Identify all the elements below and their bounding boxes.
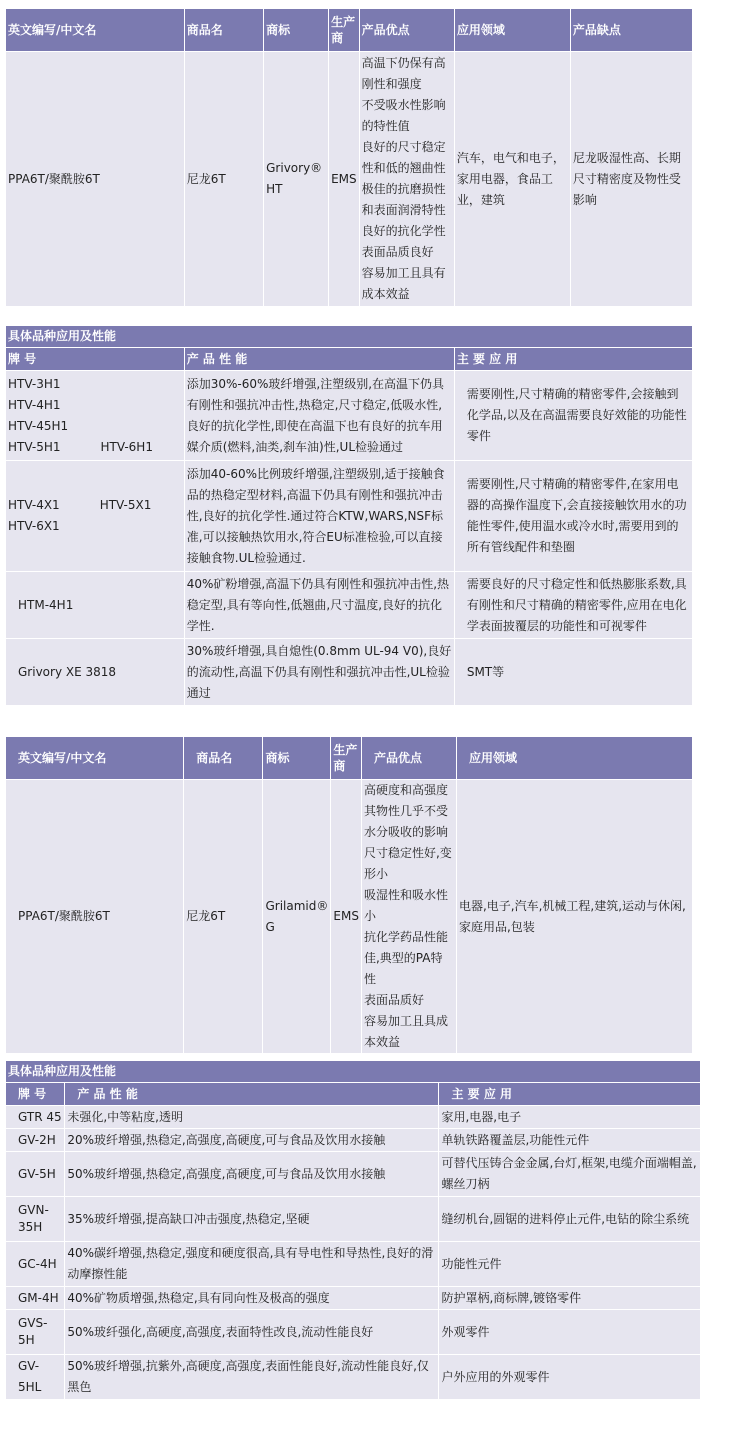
subheader-grade: 牌 号: [6, 348, 184, 370]
grade-performance: 添加30%-60%玻纤增强,注塑级别,在高温下仍具有刚性和强抗冲击性,热稳定,尺寸稳定,低吸水性,良好的抗化学性,即使在高温下也有良好的抗车用媒介质(燃料,油类,刹车油)性,UL检验通过: [185, 371, 454, 460]
advantage-line: 极佳的抗磨损性: [361, 182, 446, 196]
grade-code: HTV-6H1: [100, 439, 153, 454]
advantage-line: 和表面润滑特性: [361, 203, 446, 217]
grade-performance: 30%玻纤增强,具自熄性(0.8mm UL-94 V0),良好的流动性,高温下仍具有刚性和强抗冲击性,UL检验通过: [185, 639, 454, 705]
header-trade-name: 商品名: [185, 9, 263, 51]
grade-application: 需要刚性,尺寸精确的精密零件,会接触到化学品,以及在高温需要良好效能的功能性零件: [455, 371, 692, 460]
grade-application: 功能性元件: [439, 1242, 700, 1286]
grade-application: 需要良好的尺寸稳定性和低热膨胀系数,具有刚性和尺寸精确的精密零件,应用在电化学表面披覆层的功能性和可视零件: [455, 572, 692, 638]
grade-code-pair: [8, 495, 182, 516]
grade-performance: 40%矿粉增强,高温下仍具有刚性和强抗冲击性,热稳定型,具有等向性,低翘曲,尺寸温度,良好的抗化学性.: [185, 572, 454, 638]
section-title: 具体品种应用及性能: [6, 1061, 700, 1082]
grade-performance: 50%玻纤增强,热稳定,高强度,高硬度,可与食品及饮用水接触: [65, 1152, 438, 1196]
grade-code: HTV-6X1: [8, 519, 60, 533]
header-maker: 生产商: [331, 737, 361, 779]
grade-codes: HTM-4H1: [6, 572, 184, 638]
grade-application: 缝纫机台,圆锯的进料停止元件,电钻的除尘系统: [439, 1197, 700, 1241]
material-table-grilamid: [5, 736, 693, 1054]
advantage-line: 水分吸收的影响: [363, 825, 448, 839]
grade-application: 需要刚性,尺寸精确的精密零件,在家用电器的高操作温度下,会直接接触饮用水的功能性零件,使用温水或冷水时,需要用到的所有管线配件和垫圈: [455, 461, 692, 571]
cell-brand: Grivory® HT: [264, 52, 328, 306]
subheader-performance: 产 品 性 能: [65, 1083, 438, 1105]
grade-performance: 添加40-60%比例玻纤增强,注塑级别,适于接触食品的热稳定型材料,高温下仍具有刚性和强抗冲击性,良好的抗化学性.通过符合KTW,WARS,NSF标准,可以接触热饮用水,符合EU标准检验,可以直接接触食物.UL检验通过.: [185, 461, 454, 571]
advantage-line: 其物性几乎不受: [363, 804, 448, 818]
grade-code-pair: [8, 437, 182, 458]
cell-applications: 汽车，电气和电子，家用电器，食品工业，建筑: [455, 52, 570, 306]
grade-application: 可替代压铸合金金属,台灯,框架,电缆介面端帽盖,螺丝刀柄: [439, 1152, 700, 1196]
advantage-line: 刚性和强度: [361, 77, 422, 91]
grade-code: GTR 45: [6, 1106, 64, 1128]
advantage-line: 高温下仍保有高: [361, 56, 446, 70]
subheader-application: 主 要 应 用: [439, 1083, 700, 1105]
grade-table-grilamid: [5, 1060, 701, 1400]
cell-name: PPA6T/聚酰胺6T: [6, 780, 183, 1053]
cell-brand: Grilamid® G: [263, 780, 330, 1053]
spacer-row: [6, 307, 692, 325]
grade-performance: 35%玻纤增强,提高缺口冲击强度,热稳定,坚硬: [65, 1197, 438, 1241]
grade-codes: [6, 461, 184, 571]
header-brand: 商标: [264, 9, 328, 51]
header-advantages: 产品优点: [362, 737, 456, 779]
grade-code: GM-4H: [6, 1287, 64, 1309]
grade-code: GVN-35H: [6, 1197, 64, 1241]
grade-performance: 40%矿物质增强,热稳定,具有同向性及极高的强度: [65, 1287, 438, 1309]
grade-application: 防护罩柄,商标牌,镀铬零件: [439, 1287, 700, 1309]
grade-code: GV-5H: [6, 1152, 64, 1196]
grade-codes: [6, 371, 184, 460]
advantage-line: 小: [363, 909, 376, 923]
header-drawbacks: 产品缺点: [571, 9, 692, 51]
advantage-line: 良好的抗化学性: [361, 224, 446, 238]
grade-codes: Grivory XE 3818: [6, 639, 184, 705]
grade-performance: 50%玻纤增强,抗紫外,高硬度,高强度,表面性能良好,流动性能良好,仅黑色: [65, 1355, 438, 1399]
advantage-line: 抗化学药品性能: [363, 930, 448, 944]
section-title: 具体品种应用及性能: [6, 326, 692, 347]
header-trade-name: 商品名: [184, 737, 262, 779]
advantage-line: 本效益: [363, 1035, 400, 1049]
grade-performance: 未强化,中等粘度,透明: [65, 1106, 438, 1128]
advantage-line: 成本效益: [361, 287, 410, 301]
header-name: 英文编写/中文名: [6, 737, 183, 779]
grade-code: HTV-3H1: [8, 376, 61, 391]
grade-code: GVS-5H: [6, 1310, 64, 1354]
grade-application: 户外应用的外观零件: [439, 1355, 700, 1399]
grade-code: HTV-4H1: [8, 397, 61, 412]
cell-advantages: [362, 780, 456, 1053]
advantage-line: 表面品质好: [363, 993, 424, 1007]
grade-code: GV-5HL: [6, 1355, 64, 1399]
grade-performance: 50%玻纤强化,高硬度,高强度,表面特性改良,流动性能良好: [65, 1310, 438, 1354]
advantage-line: 的特性值: [361, 119, 410, 133]
cell-maker: EMS: [329, 52, 359, 306]
advantage-line: 高硬度和高强度: [363, 783, 448, 797]
material-table-grivory: [5, 8, 693, 706]
advantage-line: 表面品质良好: [361, 245, 434, 259]
advantage-line: 吸湿性和吸水性: [363, 888, 448, 902]
grade-code: HTV-4X1: [8, 498, 60, 512]
grade-code: HTV-5X1: [99, 498, 152, 512]
cell-trade-name: 尼龙6T: [184, 780, 262, 1053]
advantage-line: 容易加工且具成: [363, 1014, 448, 1028]
cell-advantages: [360, 52, 454, 306]
subheader-application: 主 要 应 用: [455, 348, 692, 370]
grade-code: GC-4H: [6, 1242, 64, 1286]
advantage-line: 佳,典型的PA特性: [363, 951, 443, 986]
grade-application: 单轨铁路覆盖层,功能性元件: [439, 1129, 700, 1151]
advantage-line: 性和低的翘曲性: [361, 161, 446, 175]
grade-performance: 20%玻纤增强,热稳定,高强度,高硬度,可与食品及饮用水接触: [65, 1129, 438, 1151]
grade-application: 外观零件: [439, 1310, 700, 1354]
grade-performance: 40%碳纤增强,热稳定,强度和硬度很高,具有导电性和导热性,良好的滑动摩擦性能: [65, 1242, 438, 1286]
cell-maker: EMS: [331, 780, 361, 1053]
advantage-line: 良好的尺寸稳定: [361, 140, 446, 154]
advantage-line: 形小: [363, 867, 388, 881]
grade-code: HTV-45H1: [8, 418, 69, 433]
header-applications: 应用领域: [457, 737, 692, 779]
advantage-line: 容易加工且具有: [361, 266, 446, 280]
grade-code: GV-2H: [6, 1129, 64, 1151]
header-name: 英文编写/中文名: [6, 9, 184, 51]
grade-code: HTV-5H1: [8, 439, 61, 454]
advantage-line: 不受吸水性影响: [361, 98, 446, 112]
cell-drawbacks: 尼龙吸湿性高、长期尺寸精密度及物性受影响: [571, 52, 692, 306]
header-applications: 应用领域: [455, 9, 570, 51]
cell-trade-name: 尼龙6T: [185, 52, 263, 306]
subheader-performance: 产 品 性 能: [185, 348, 454, 370]
header-advantages: 产品优点: [360, 9, 454, 51]
subheader-grade: 牌 号: [6, 1083, 64, 1105]
cell-name: PPA6T/聚酰胺6T: [6, 52, 184, 306]
grade-application: 家用,电器,电子: [439, 1106, 700, 1128]
header-maker: 生产商: [329, 9, 359, 51]
cell-applications: 电器,电子,汽车,机械工程,建筑,运动与休闲,家庭用品,包装: [457, 780, 692, 1053]
advantage-line: 尺寸稳定性好,变: [363, 846, 452, 860]
grade-application: SMT等: [455, 639, 692, 705]
header-brand: 商标: [263, 737, 330, 779]
